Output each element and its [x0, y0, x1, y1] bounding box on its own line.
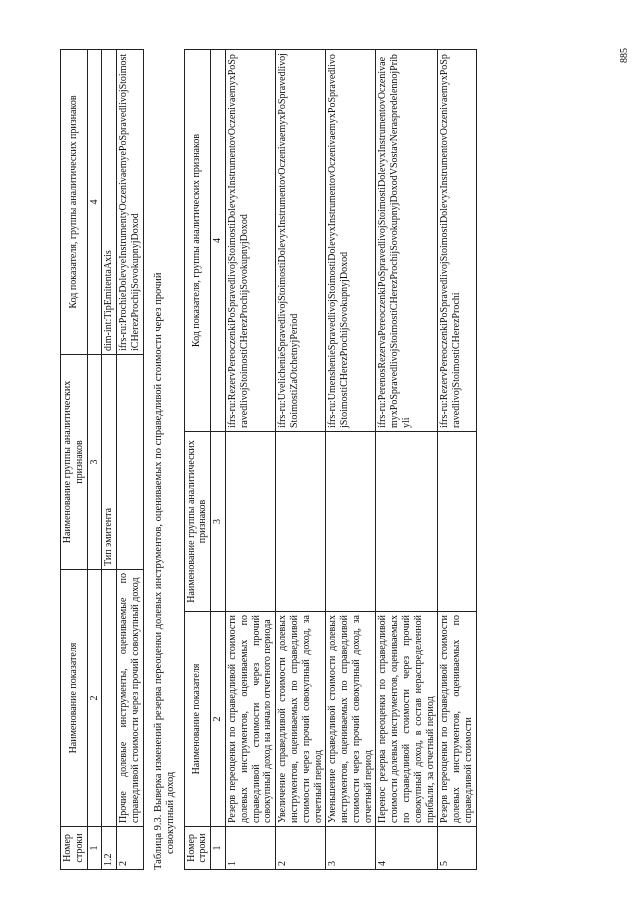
table-part1: [60, 49, 144, 870]
caption-line1: Таблица 9.3. Выверка изменений резерва переоценки долевых инструментов, оцениваемых по справедливой стоимости через прочий: [152, 272, 164, 870]
group-name: [376, 432, 438, 612]
table1-header-group: Наименование группы аналитических признаков: [61, 355, 88, 570]
indicator-code: ifrs-ru:PerenosRezervaPereoczenkiPoSpravedlivojStoimostiDolevyxInstrumentovOczenivaemyxPoSpravedlivojStoimostiCHerezProchijSovokupnyjDoxodVSostavNeraspredelennojPribyli: [376, 50, 438, 432]
table-row: [438, 50, 476, 870]
rotated-content: [60, 50, 620, 870]
indicator-code: ifrs-ru:RezervPereoczenkiPoSpravedlivojStoimostiDolevyxInstrumentovOczenivaemyxPoSpravedlivojStoimostiCHerezProchijSovokupnyjDoxod: [225, 50, 275, 432]
group-name: [276, 432, 326, 612]
table2-header-name: Наименование показателя: [184, 612, 211, 827]
indicator-code: dim-int:TipEmitentaAxis: [102, 50, 117, 355]
caption-line2: совокупный доход: [165, 771, 177, 854]
indicator-name: Резерв переоценки по справедливой стоимости долевых инструментов, оцениваемых по справедливой стоимости: [438, 612, 476, 827]
table2-header-num: Номер строки: [184, 827, 211, 870]
table2-header-code: Код показателя, группы аналитических признаков: [184, 50, 211, 432]
table-row: [326, 50, 376, 870]
row-number: 5: [438, 827, 476, 870]
table1-colnum-row: [87, 50, 102, 870]
table1-header-row: [61, 50, 88, 870]
indicator-name: Перенос резерва переоценки по справедливой стоимости долевых инструментов, оцениваемых по справедливой стоимости через прочий совокупный доход, в состав нераспределенной прибыли, за отчетный период: [376, 612, 438, 827]
indicator-code: ifrs-ru:UmenshenieSpravedlivojStoimostiDolevyxInstrumentovOczenivaemyxPoSpravedlivojStoimostiCHerezProchijSovokupnyjDoxod: [326, 50, 376, 432]
row-number: 2: [276, 827, 326, 870]
indicator-name: Прочие долевые инструменты, оцениваемые по справедливой стоимости через прочий совокупный доход: [117, 570, 144, 827]
group-name: [117, 355, 144, 570]
table-row: [117, 50, 144, 870]
table2-header-group: Наименование группы аналитических признаков: [184, 432, 211, 612]
table1-colnum: 2: [87, 570, 102, 827]
group-name: [326, 432, 376, 612]
table1-colnum: 3: [87, 355, 102, 570]
table1-header-num: Номер строки: [61, 827, 88, 870]
row-number: 1.2: [102, 827, 117, 870]
table2-colnum: 3: [211, 432, 226, 612]
row-number: 2: [117, 827, 144, 870]
table-caption: [153, 50, 178, 870]
row-number: 3: [326, 827, 376, 870]
table2-colnum: 1: [211, 827, 226, 870]
table1-colnum: 4: [87, 50, 102, 355]
table1-header-name: Наименование показателя: [61, 570, 88, 827]
table2-header-row: [184, 50, 211, 870]
indicator-name: Увеличение справедливой стоимости долевых инструментов, оцениваемых по справедливой стоимости через прочий совокупный доход, за отчетный период: [276, 612, 326, 827]
row-number: 1: [225, 827, 275, 870]
table2-colnum: 4: [211, 50, 226, 432]
indicator-code: ifrs-ru:UvelichenieSpravedlivojStoimostiDolevyxInstrumentovOczenivaemyxPoSpravedlivojStoimostiZaOtchetnyjPeriod: [276, 50, 326, 432]
table-row: [276, 50, 326, 870]
table-row: [376, 50, 438, 870]
group-name: [225, 432, 275, 612]
table-row: [102, 50, 117, 870]
group-name: [438, 432, 476, 612]
indicator-name: Резерв переоценки по справедливой стоимости долевых инструментов, оцениваемых по справедливой стоимости через прочий совокупный доход на начало отчетного периода: [225, 612, 275, 827]
indicator-code: ifrs-ru:ProchieDolevyeInstrumentyOczenivaemyePoSpravedlivojStoimostiCHerezProchijSovokupnyjDoxod: [117, 50, 144, 355]
table2-colnum: 2: [211, 612, 226, 827]
table-row: [225, 50, 275, 870]
indicator-name: [102, 570, 117, 827]
table2-colnum-row: [211, 50, 226, 870]
indicator-name: Уменьшение справедливой стоимости долевых инструментов, оцениваемых по справедливой стоимости через прочий совокупный доход, за отчетный период: [326, 612, 376, 827]
group-name: Тип эмитента: [102, 355, 117, 570]
indicator-code: ifrs-ru:RezervPereoczenkiPoSpravedlivojStoimostiDolevyxInstrumentovOczenivaemyxPoSpravedlivojStoimostiCHerezProchi: [438, 50, 476, 432]
table1-colnum: 1: [87, 827, 102, 870]
table1-header-code: Код показателя, группы аналитических признаков: [61, 50, 88, 355]
page-number: 885: [619, 48, 630, 63]
table-9-3: [184, 49, 477, 870]
row-number: 4: [376, 827, 438, 870]
